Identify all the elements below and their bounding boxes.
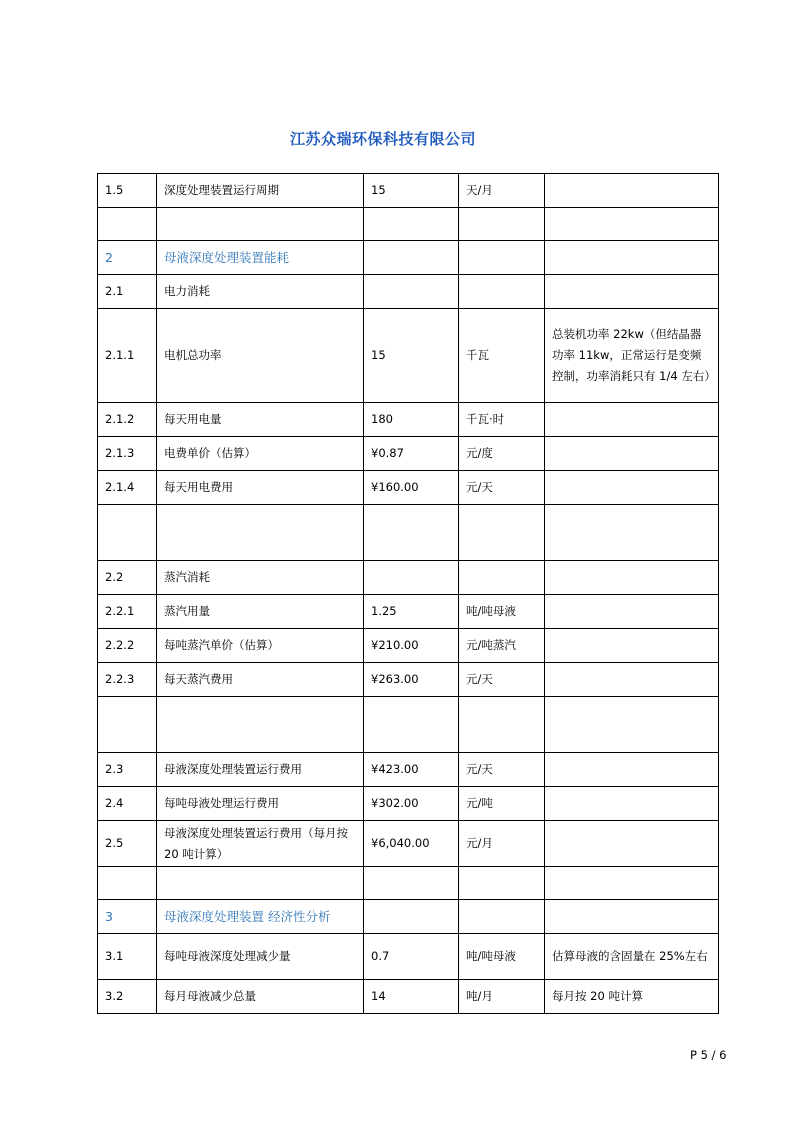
cell-item: 每天用电费用	[157, 471, 364, 505]
cell-number: 2.3	[98, 753, 157, 787]
cell-note	[545, 663, 719, 697]
cell-item: 母液深度处理装置能耗	[157, 241, 364, 275]
cell-note	[545, 821, 719, 867]
cell-unit	[459, 275, 545, 309]
cell-number: 2.2	[98, 561, 157, 595]
cell-number: 2.5	[98, 821, 157, 867]
table-row	[98, 208, 719, 241]
cell-value	[364, 697, 459, 753]
cell-value: ¥160.00	[364, 471, 459, 505]
cell-note	[545, 753, 719, 787]
cell-value: 180	[364, 403, 459, 437]
cell-item: 电机总功率	[157, 309, 364, 403]
cell-item: 蒸汽用量	[157, 595, 364, 629]
cell-unit: 元/天	[459, 471, 545, 505]
cell-note	[545, 595, 719, 629]
data-table	[97, 173, 719, 1014]
cell-value: 1.25	[364, 595, 459, 629]
table-row	[98, 663, 719, 697]
cell-item: 每天蒸汽费用	[157, 663, 364, 697]
table-row	[98, 629, 719, 663]
cell-unit: 元/吨蒸汽	[459, 629, 545, 663]
cell-item: 蒸汽消耗	[157, 561, 364, 595]
cell-number: 1.5	[98, 174, 157, 208]
cell-unit: 吨/吨母液	[459, 595, 545, 629]
cell-number: 2.1.1	[98, 309, 157, 403]
table-row	[98, 787, 719, 821]
cell-note	[545, 174, 719, 208]
cell-note: 总装机功率 22kw（但结晶器功率 11kw，正常运行是变频控制，功率消耗只有 1/4 左右）	[545, 309, 719, 403]
cell-item	[157, 208, 364, 241]
cell-item: 每吨母液深度处理减少量	[157, 934, 364, 980]
cell-value	[364, 561, 459, 595]
cell-unit: 元/吨	[459, 787, 545, 821]
section-row	[98, 241, 719, 275]
section-row	[98, 900, 719, 934]
table-row	[98, 595, 719, 629]
cell-note	[545, 241, 719, 275]
cell-note	[545, 561, 719, 595]
cell-item	[157, 697, 364, 753]
cell-note	[545, 629, 719, 663]
cell-item: 母液深度处理装置 经济性分析	[157, 900, 364, 934]
cell-unit	[459, 697, 545, 753]
cell-number	[98, 208, 157, 241]
cell-value: ¥6,040.00	[364, 821, 459, 867]
cell-note	[545, 505, 719, 561]
table-body	[98, 174, 719, 1014]
table-row	[98, 561, 719, 595]
page-number: P 5 / 6	[690, 1048, 727, 1062]
cell-note	[545, 900, 719, 934]
cell-unit: 吨/吨母液	[459, 934, 545, 980]
table-row	[98, 403, 719, 437]
cell-item: 每吨蒸汽单价（估算）	[157, 629, 364, 663]
cell-value	[364, 900, 459, 934]
table-row	[98, 980, 719, 1014]
cell-unit: 天/月	[459, 174, 545, 208]
cell-value: ¥0.87	[364, 437, 459, 471]
cell-item: 电力消耗	[157, 275, 364, 309]
cell-unit	[459, 561, 545, 595]
cell-number	[98, 697, 157, 753]
cell-unit: 吨/月	[459, 980, 545, 1014]
cell-note: 估算母液的含固量在 25%左右	[545, 934, 719, 980]
cell-item	[157, 867, 364, 900]
cell-number	[98, 505, 157, 561]
cell-number: 2.4	[98, 787, 157, 821]
cell-item: 每吨母液处理运行费用	[157, 787, 364, 821]
cell-value	[364, 208, 459, 241]
cell-number: 2.1	[98, 275, 157, 309]
cell-value: 15	[364, 174, 459, 208]
table-row	[98, 821, 719, 867]
cell-item: 每天用电量	[157, 403, 364, 437]
cell-unit	[459, 241, 545, 275]
cell-note	[545, 697, 719, 753]
cell-note	[545, 403, 719, 437]
table-row	[98, 309, 719, 403]
cell-unit: 元/天	[459, 663, 545, 697]
cell-value: ¥302.00	[364, 787, 459, 821]
cell-number: 2.2.3	[98, 663, 157, 697]
cell-unit	[459, 505, 545, 561]
cell-number: 2.1.3	[98, 437, 157, 471]
cell-note	[545, 208, 719, 241]
cell-number: 2.2.2	[98, 629, 157, 663]
cell-item: 电费单价（估算）	[157, 437, 364, 471]
cell-unit	[459, 867, 545, 900]
cell-note	[545, 275, 719, 309]
company-title: 江苏众瑞环保科技有限公司	[289, 130, 476, 148]
cell-value	[364, 505, 459, 561]
cell-value	[364, 241, 459, 275]
cell-note	[545, 437, 719, 471]
cell-value: 14	[364, 980, 459, 1014]
cell-item	[157, 505, 364, 561]
cell-number: 3.2	[98, 980, 157, 1014]
cell-unit	[459, 900, 545, 934]
cell-unit: 千瓦	[459, 309, 545, 403]
cell-note	[545, 471, 719, 505]
cell-value	[364, 275, 459, 309]
cell-number: 2.2.1	[98, 595, 157, 629]
cell-number	[98, 867, 157, 900]
cell-value: 0.7	[364, 934, 459, 980]
cell-number: 2.1.2	[98, 403, 157, 437]
cell-note	[545, 867, 719, 900]
cell-unit: 千瓦·时	[459, 403, 545, 437]
cell-unit: 元/天	[459, 753, 545, 787]
table-row	[98, 275, 719, 309]
cell-item: 深度处理装置运行周期	[157, 174, 364, 208]
cell-item: 母液深度处理装置运行费用	[157, 753, 364, 787]
cell-number: 3	[98, 900, 157, 934]
cell-value: ¥423.00	[364, 753, 459, 787]
cell-unit: 元/月	[459, 821, 545, 867]
table-row	[98, 174, 719, 208]
table-row	[98, 471, 719, 505]
cell-value: 15	[364, 309, 459, 403]
cell-note	[545, 787, 719, 821]
cell-number: 2.1.4	[98, 471, 157, 505]
cell-value: ¥210.00	[364, 629, 459, 663]
cell-value: ¥263.00	[364, 663, 459, 697]
cell-item: 每月母液减少总量	[157, 980, 364, 1014]
cell-item: 母液深度处理装置运行费用（每月按 20 吨计算）	[157, 821, 364, 867]
table-row	[98, 867, 719, 900]
cell-number: 2	[98, 241, 157, 275]
table-row	[98, 437, 719, 471]
cell-value	[364, 867, 459, 900]
table-row	[98, 505, 719, 561]
table-row	[98, 753, 719, 787]
cell-note: 每月按 20 吨计算	[545, 980, 719, 1014]
cell-unit: 元/度	[459, 437, 545, 471]
table-row	[98, 697, 719, 753]
cell-number: 3.1	[98, 934, 157, 980]
table-row	[98, 934, 719, 980]
cell-unit	[459, 208, 545, 241]
